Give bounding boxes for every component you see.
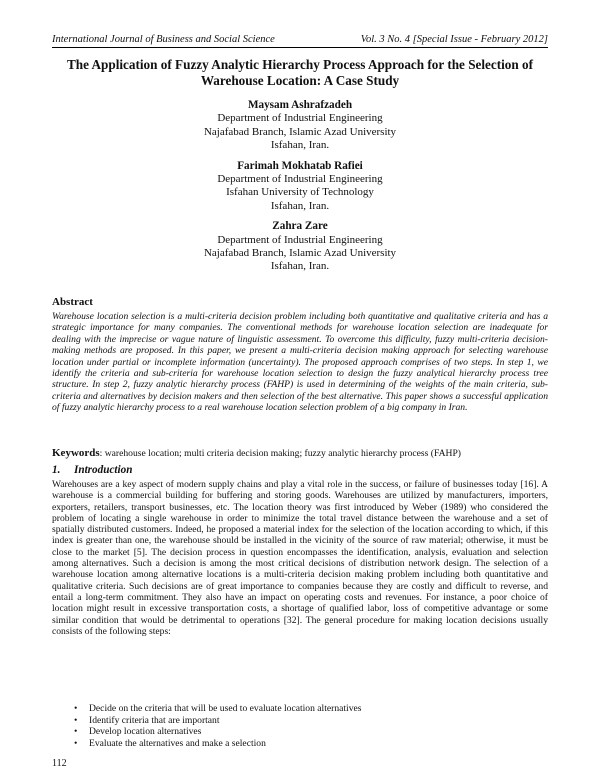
author-name: Zahra Zare xyxy=(272,220,328,233)
author-institution: Najafabad Branch, Islamic Azad University xyxy=(203,125,397,138)
header-rule xyxy=(52,47,548,48)
author-location: Isfahan, Iran. xyxy=(270,139,330,152)
author-department: Department of Industrial Engineering xyxy=(217,112,383,125)
list-item: • Evaluate the alternatives and make a selection xyxy=(74,738,362,750)
list-item: • Identify criteria that are important xyxy=(74,715,362,727)
author-location: Isfahan, Iran. xyxy=(270,199,330,212)
steps-list xyxy=(74,703,362,749)
section-number: 1. xyxy=(52,464,61,476)
issue-info: Vol. 3 No. 4 [Special Issue - February 2012] xyxy=(360,34,548,45)
author-department: Department of Industrial Engineering xyxy=(217,233,383,246)
keywords-line xyxy=(52,447,548,459)
section-heading xyxy=(52,464,132,476)
author-institution: Isfahan University of Technology xyxy=(226,186,374,199)
abstract-heading: Abstract xyxy=(52,296,93,308)
running-header xyxy=(52,34,548,45)
list-item: • Develop location alternatives xyxy=(74,726,362,738)
author-1 xyxy=(52,99,548,153)
author-list xyxy=(52,99,548,281)
keywords-label: Keywords xyxy=(52,447,100,459)
paper-title: The Application of Fuzzy Analytic Hierarchy Process Approach for the Selection of Warehouse Location: A Case Study xyxy=(66,57,534,88)
section-title: Introduction xyxy=(74,464,133,476)
author-institution: Najafabad Branch, Islamic Azad University xyxy=(203,247,397,260)
list-item: • Decide on the criteria that will be used to evaluate location alternatives xyxy=(74,703,362,715)
author-location: Isfahan, Iran. xyxy=(270,260,330,273)
author-name: Maysam Ashrafzadeh xyxy=(247,99,353,111)
introduction-paragraph: Warehouses are a key aspect of modern supply chains and play a vital role in the success, or failure of businesses today [16]. A warehouse is a commercial building for buffering and storing goods. Warehouses are utilized by manufacturers, importers, exporters, retailers, transport businesses, etc. The location theory was first introduced by Weber (1989) who considered the problem of locating a single warehouse in order to minimize the total travel distance between the warehouse and a set of spatially distributed customers. Indeed, he proposed a material index for the selection of the location according to which, if this index is greater than one, the warehouse should be installed in the vicinity of the source of raw material; otherwise, it must be close to the market [5]. The decision process in question encompasses the identification, analysis, evaluation and selection among alternatives. Such a decision is among the most critical decisions of distribution network design. The selection of a warehouse location among alternative locations is a multi-criteria decision making problem including both quantitative and qualitative criteria. Such decisions are of great importance to companies because they are costly and difficult to reverse, and entail a long-term commitment. They also have an impact on operating costs and revenues. For instance, a poor choice of location might result in excessive transportation costs, a shortage of qualified labor, loss of competitive advantage or some similar condition that would be detrimental to operations [32]. The general procedure for making location decisions usually consists of the following steps: xyxy=(52,479,548,637)
page-number: 112 xyxy=(52,758,67,769)
author-department: Department of Industrial Engineering xyxy=(217,173,383,186)
author-3 xyxy=(52,220,548,274)
author-name: Farimah Mokhatab Rafiei xyxy=(237,159,363,172)
abstract-text: Warehouse location selection is a multi-criteria decision problem including both quantitative and qualitative criteria and has a strategic importance for many companies. The conventional methods for warehouse location selection are inadequate for dealing with the imprecise or vague nature of linguistic assessment. To overcome this difficulty, fuzzy multi-criteria decision-making methods are proposed. In this paper, we present a multi-criteria decision making approach for selecting warehouse location under partial or incomplete information (uncertainty). The proposed approach comprises of two steps. In step 1, we identify the criteria and sub-criteria for warehouse location selection to design the fuzzy analytical hierarchy process tree structure. In step 2, fuzzy analytic hierarchy process (FAHP) is used in determining of the weights of the main criteria, sub-criteria and alternatives by decision makers and then selection of the best alternative. This paper shows a successful application of fuzzy analytic hierarchy process to a real warehouse location selection problem of a big company in Iran. xyxy=(52,311,548,414)
keywords-text: : warehouse location; multi criteria decision making; fuzzy analytic hierarchy process (FAHP) xyxy=(99,448,462,459)
author-2 xyxy=(52,160,548,214)
journal-name: International Journal of Business and Social Science xyxy=(52,34,275,45)
